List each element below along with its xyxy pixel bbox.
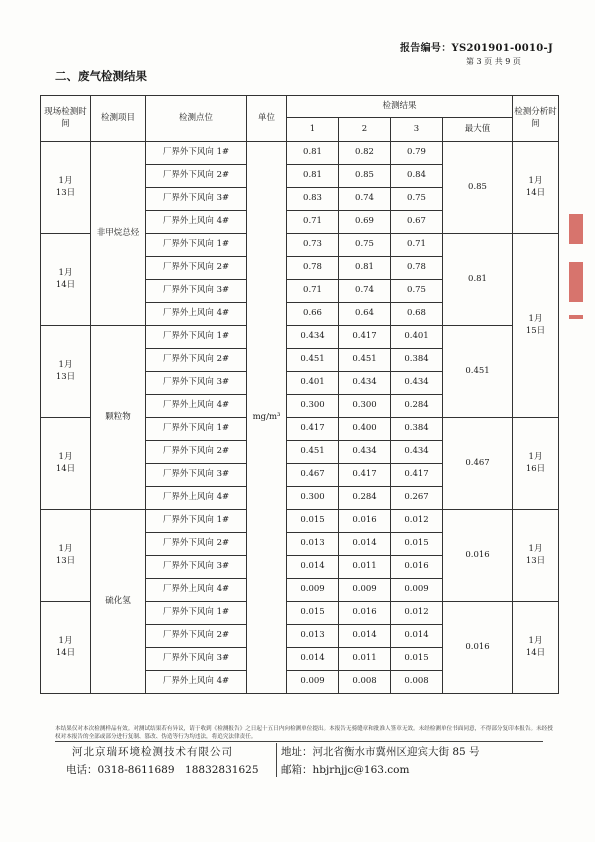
result-value-2: 0.300 [339,395,391,418]
result-value-1: 0.78 [287,257,339,280]
test-item: 非甲烷总烃 [91,142,146,326]
result-value-2: 0.85 [339,165,391,188]
report-number-value: YS201901-0010-J [451,43,553,54]
result-value-3: 0.71 [391,234,443,257]
test-point: 厂界外下风向 1# [146,234,247,257]
result-value-2: 0.417 [339,326,391,349]
result-value-2: 0.011 [339,556,391,579]
max-value: 0.85 [443,142,513,234]
result-value-2: 0.451 [339,349,391,372]
test-point: 厂界外下风向 2# [146,441,247,464]
result-value-1: 0.013 [287,625,339,648]
test-point: 厂界外下风向 2# [146,533,247,556]
result-value-3: 0.008 [391,671,443,694]
result-value-2: 0.434 [339,441,391,464]
result-value-3: 0.015 [391,648,443,671]
result-value-2: 0.69 [339,211,391,234]
result-value-2: 0.284 [339,487,391,510]
result-value-3: 0.75 [391,280,443,303]
analysis-time: 1月 14日 [513,602,559,694]
result-value-3: 0.401 [391,326,443,349]
result-value-2: 0.64 [339,303,391,326]
test-point: 厂界外上风向 4# [146,671,247,694]
test-point: 厂界外下风向 2# [146,257,247,280]
test-point: 厂界外上风向 4# [146,395,247,418]
footer-divider [55,741,543,742]
table-row [41,510,559,533]
result-value-2: 0.016 [339,510,391,533]
result-value-2: 0.008 [339,671,391,694]
test-date: 1月 14日 [41,418,91,510]
result-value-3: 0.267 [391,487,443,510]
result-value-1: 0.013 [287,533,339,556]
result-value-1: 0.009 [287,579,339,602]
footer-separator [276,743,277,777]
result-value-2: 0.81 [339,257,391,280]
result-value-1: 0.300 [287,487,339,510]
result-value-3: 0.68 [391,303,443,326]
analysis-time: 1月 13日 [513,510,559,602]
result-value-3: 0.75 [391,188,443,211]
company-name: 河北京瑞环境检测技术有限公司 [72,746,233,758]
result-value-1: 0.66 [287,303,339,326]
result-value-2: 0.434 [339,372,391,395]
test-point: 厂界外上风向 4# [146,303,247,326]
test-item: 颗粒物 [91,326,146,510]
page-info: 第 3 页 共 9 页 [466,57,521,66]
result-value-1: 0.009 [287,671,339,694]
result-value-2: 0.417 [339,464,391,487]
unit-cell: mg/m³ [247,142,287,694]
test-point: 厂界外下风向 3# [146,464,247,487]
result-value-3: 0.384 [391,349,443,372]
header-test-point: 检测点位 [146,96,247,142]
result-value-3: 0.434 [391,372,443,395]
header-analysis-time: 检测分析时间 [513,96,559,142]
result-value-3: 0.014 [391,625,443,648]
table-row [41,326,559,349]
result-value-2: 0.014 [339,625,391,648]
analysis-time: 1月 16日 [513,418,559,510]
report-number-label: 报告编号： [400,43,452,54]
result-value-1: 0.71 [287,280,339,303]
exhaust-gas-results-table [40,95,559,694]
header-test-item: 检测项目 [91,96,146,142]
result-value-3: 0.434 [391,441,443,464]
result-value-2: 0.400 [339,418,391,441]
seam-stamp-mark [569,262,583,302]
result-value-3: 0.009 [391,579,443,602]
result-value-1: 0.014 [287,648,339,671]
result-value-1: 0.451 [287,441,339,464]
result-value-3: 0.417 [391,464,443,487]
result-value-1: 0.467 [287,464,339,487]
result-value-3: 0.012 [391,510,443,533]
table-row [41,142,559,165]
max-value: 0.016 [443,602,513,694]
company-address: 地址：河北省衡水市冀州区迎宾大街 85 号 [281,746,480,758]
max-value: 0.467 [443,418,513,510]
seam-stamp-mark [569,315,583,319]
result-value-3: 0.012 [391,602,443,625]
test-point: 厂界外下风向 1# [146,418,247,441]
test-point: 厂界外下风向 1# [146,142,247,165]
result-value-1: 0.015 [287,602,339,625]
header-result-2: 2 [339,118,391,142]
result-value-2: 0.014 [339,533,391,556]
test-point: 厂界外下风向 1# [146,602,247,625]
seam-stamp-mark [569,214,583,244]
analysis-time: 1月 14日 [513,142,559,234]
result-value-1: 0.71 [287,211,339,234]
test-point: 厂界外下风向 2# [146,349,247,372]
test-point: 厂界外上风向 4# [146,579,247,602]
test-point: 厂界外上风向 4# [146,487,247,510]
test-date: 1月 14日 [41,234,91,326]
result-value-1: 0.014 [287,556,339,579]
test-date: 1月 13日 [41,510,91,602]
result-value-3: 0.78 [391,257,443,280]
analysis-time: 1月 15日 [513,234,559,418]
result-value-1: 0.015 [287,510,339,533]
header-result-3: 3 [391,118,443,142]
result-value-3: 0.384 [391,418,443,441]
test-point: 厂界外下风向 3# [146,280,247,303]
header-result-1: 1 [287,118,339,142]
result-value-1: 0.300 [287,395,339,418]
company-email: 邮箱：hbjrhjjc@163.com [281,764,410,776]
test-point: 厂界外下风向 2# [146,625,247,648]
result-value-3: 0.016 [391,556,443,579]
result-value-1: 0.401 [287,372,339,395]
result-value-3: 0.84 [391,165,443,188]
test-point: 厂界外下风向 1# [146,510,247,533]
max-value: 0.81 [443,234,513,326]
test-item: 硫化氢 [91,510,146,694]
header-results: 检测结果 [287,96,513,118]
result-value-2: 0.75 [339,234,391,257]
test-point: 厂界外上风向 4# [146,211,247,234]
result-value-3: 0.284 [391,395,443,418]
max-value: 0.451 [443,326,513,418]
report-number [400,39,553,54]
result-value-1: 0.73 [287,234,339,257]
result-value-1: 0.451 [287,349,339,372]
header-unit: 单位 [247,96,287,142]
result-value-3: 0.67 [391,211,443,234]
test-point: 厂界外下风向 1# [146,326,247,349]
result-value-3: 0.015 [391,533,443,556]
result-value-1: 0.434 [287,326,339,349]
result-value-2: 0.82 [339,142,391,165]
section-title: 二、废气检测结果 [55,69,147,83]
test-point: 厂界外下风向 3# [146,556,247,579]
result-value-2: 0.011 [339,648,391,671]
result-value-1: 0.417 [287,418,339,441]
header-test-time: 现场检测时间 [41,96,91,142]
test-date: 1月 13日 [41,326,91,418]
result-value-2: 0.74 [339,188,391,211]
test-date: 1月 13日 [41,142,91,234]
result-value-2: 0.74 [339,280,391,303]
result-value-3: 0.79 [391,142,443,165]
header-max-value: 最大值 [443,118,513,142]
footnote: 本结果仅对本次检测样品有效。对测试结果若有异议，请于收到《检测报告》之日起十五日内向检测单位提出。本报告无骑缝章和批准人签章无效。未经检测单位书面同意，不得部分复印本报告。未经授权对本报告的全部或部分进行复制、篡改、伪造等行为均违法，将追究法律责任。 [55,726,553,741]
result-value-1: 0.81 [287,165,339,188]
test-point: 厂界外下风向 3# [146,188,247,211]
company-phone: 电话：0318-8611689 18832831625 [66,764,259,776]
test-point: 厂界外下风向 2# [146,165,247,188]
max-value: 0.016 [443,510,513,602]
result-value-1: 0.83 [287,188,339,211]
result-value-2: 0.016 [339,602,391,625]
result-value-1: 0.81 [287,142,339,165]
test-point: 厂界外下风向 3# [146,648,247,671]
result-value-2: 0.009 [339,579,391,602]
test-point: 厂界外下风向 3# [146,372,247,395]
test-date: 1月 14日 [41,602,91,694]
